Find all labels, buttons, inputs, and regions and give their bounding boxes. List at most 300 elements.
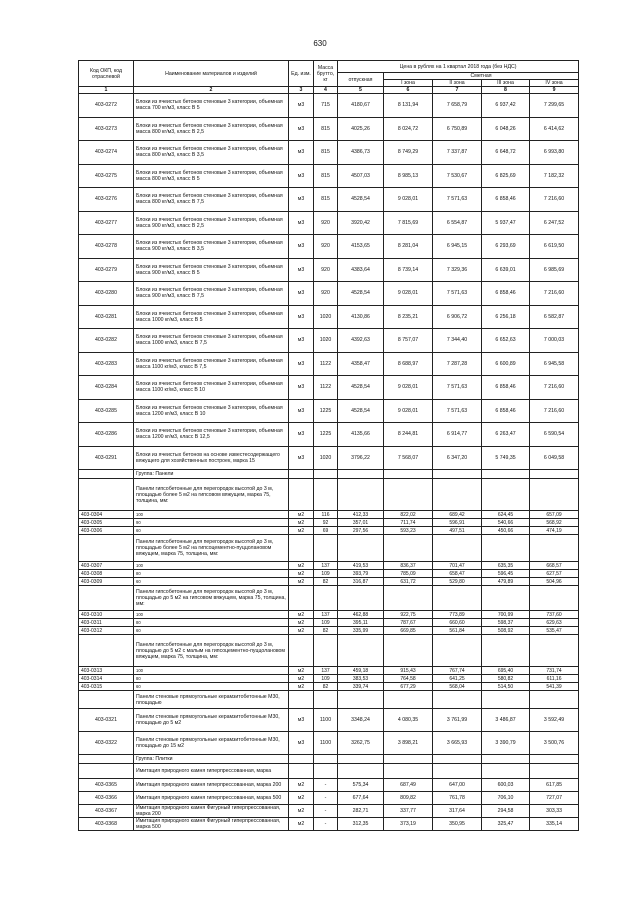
empty-cell [384, 470, 433, 479]
item-unit: м2 [289, 792, 314, 805]
item-name: 80 [134, 675, 289, 683]
empty-cell [79, 764, 134, 779]
table-row [79, 732, 579, 755]
price-release: 335,99 [338, 627, 384, 635]
item-name: Блоки из ячеистых бетонов стеновые 3 категории, объемная масса 900 кг/м3, класс В 7,5 [134, 282, 289, 306]
price-zone2: 773,89 [433, 611, 482, 619]
price-zone3: 6 858,46 [482, 399, 530, 423]
empty-cell [338, 691, 384, 709]
col-number: 7 [433, 87, 482, 94]
price-zone4: 568,92 [530, 519, 579, 527]
price-zone4: 7 299,65 [530, 94, 579, 118]
price-zone1: 593,23 [384, 527, 433, 535]
item-code: 403-0368 [79, 818, 134, 831]
table-row [79, 683, 579, 691]
table-row [79, 667, 579, 675]
price-zone1: 9 028,01 [384, 376, 433, 400]
price-zone1: 7 815,69 [384, 211, 433, 235]
price-zone2: 317,64 [433, 805, 482, 818]
item-name: Блоки из ячеистых бетонов стеновые 3 категории, объемная масса 900 кг/м3, класс В 5 [134, 258, 289, 282]
table-row [79, 562, 579, 570]
item-mass: - [314, 779, 338, 792]
header-zone3: III зона [482, 80, 530, 87]
price-release: 4358,47 [338, 352, 384, 376]
price-zone4: 3 500,76 [530, 732, 579, 755]
item-name: Блоки из ячеистых бетонов стеновые 3 категории, объемная масса 1000 кг/м3, класс В 7,5 [134, 329, 289, 353]
table-row [79, 352, 579, 376]
item-unit: м2 [289, 527, 314, 535]
header-price-group: Цена в рублях на 1 квартал 2018 года (без НДС) [338, 61, 579, 73]
item-unit: м3 [289, 399, 314, 423]
price-release: 4153,65 [338, 235, 384, 259]
table-row [79, 282, 579, 306]
item-name: Блоки из ячеистых бетонов стеновые 3 категории, объемная масса 900 кг/м3, класс В 3,5 [134, 235, 289, 259]
empty-cell [289, 691, 314, 709]
empty-cell [433, 586, 482, 611]
price-zone1: 3 898,21 [384, 732, 433, 755]
price-zone2: 7 329,36 [433, 258, 482, 282]
header-name: Наименование материалов и изделий [134, 61, 289, 87]
price-zone1: 922,75 [384, 611, 433, 619]
price-zone4: 668,57 [530, 562, 579, 570]
price-zone2: 3 761,99 [433, 709, 482, 732]
price-zone4: 6 945,58 [530, 352, 579, 376]
item-mass: 82 [314, 578, 338, 586]
price-zone2: 767,74 [433, 667, 482, 675]
price-zone3: 596,45 [482, 570, 530, 578]
price-zone3: 6 639,01 [482, 258, 530, 282]
table-row [79, 446, 579, 470]
price-zone3: 325,47 [482, 818, 530, 831]
item-name: 90 [134, 519, 289, 527]
price-zone3: 294,58 [482, 805, 530, 818]
item-mass: 1122 [314, 376, 338, 400]
item-code: 403-0321 [79, 709, 134, 732]
price-zone2: 6 945,15 [433, 235, 482, 259]
item-name: Панели стеновые прямоугольные керамзитобетонные М30, площадью до 5 м2 [134, 709, 289, 732]
item-unit: м2 [289, 805, 314, 818]
price-zone1: 8 244,81 [384, 423, 433, 447]
price-release: 412,33 [338, 511, 384, 519]
item-mass: 920 [314, 258, 338, 282]
col-number: 5 [338, 87, 384, 94]
item-unit: м3 [289, 282, 314, 306]
header-estimate: Сметная [384, 73, 579, 80]
empty-cell [530, 479, 579, 511]
table-row [79, 399, 579, 423]
item-code: 403-0278 [79, 235, 134, 259]
item-unit: м2 [289, 683, 314, 691]
item-unit: м2 [289, 627, 314, 635]
subgroup-title-row [79, 635, 579, 667]
price-zone2: 658,47 [433, 570, 482, 578]
price-release: 4507,03 [338, 164, 384, 188]
item-name: Блоки из ячеистых бетонов стеновые 3 категории, объемная масса 1100 кг/м3, класс В 7,5 [134, 352, 289, 376]
price-zone2: 660,60 [433, 619, 482, 627]
price-zone3: 3 390,79 [482, 732, 530, 755]
item-unit: м2 [289, 779, 314, 792]
item-name: Блоки из ячеистых бетонов стеновые 3 категории, объемная масса 1200 кг/м3, класс В 10 [134, 399, 289, 423]
item-code: 403-0281 [79, 305, 134, 329]
item-code: 403-0286 [79, 423, 134, 447]
price-zone2: 701,47 [433, 562, 482, 570]
price-release: 419,53 [338, 562, 384, 570]
price-release: 4386,73 [338, 141, 384, 165]
col-number: 9 [530, 87, 579, 94]
price-zone3: 514,50 [482, 683, 530, 691]
item-code: 403-0309 [79, 578, 134, 586]
price-zone4: 6 590,54 [530, 423, 579, 447]
empty-cell [289, 479, 314, 511]
price-zone3: 6 263,47 [482, 423, 530, 447]
item-name: 80 [134, 619, 289, 627]
table-row [79, 258, 579, 282]
item-name: 100 [134, 667, 289, 675]
price-zone3: 6 256,18 [482, 305, 530, 329]
price-zone3: 624,45 [482, 511, 530, 519]
header-unit: Ед. изм. [289, 61, 314, 87]
price-zone2: 6 554,87 [433, 211, 482, 235]
empty-cell [79, 479, 134, 511]
item-unit: м3 [289, 376, 314, 400]
item-unit: м2 [289, 570, 314, 578]
price-zone3: 700,99 [482, 611, 530, 619]
price-release: 282,71 [338, 805, 384, 818]
empty-cell [289, 635, 314, 667]
price-release: 4130,86 [338, 305, 384, 329]
item-code: 403-0274 [79, 141, 134, 165]
price-release: 383,53 [338, 675, 384, 683]
item-unit: м3 [289, 141, 314, 165]
table-row [79, 818, 579, 831]
item-mass: 1020 [314, 329, 338, 353]
header-release: отпускная [338, 73, 384, 87]
price-release: 3348,24 [338, 709, 384, 732]
price-release: 3920,42 [338, 211, 384, 235]
item-name: Панели стеновые прямоугольные керамзитобетонные М30, площадью до 15 м2 [134, 732, 289, 755]
table-row [79, 578, 579, 586]
table-row [79, 627, 579, 635]
price-zone1: 8 749,29 [384, 141, 433, 165]
item-mass: - [314, 792, 338, 805]
price-zone2: 596,91 [433, 519, 482, 527]
item-mass: 815 [314, 188, 338, 212]
price-zone3: 6 858,46 [482, 376, 530, 400]
price-release: 4392,63 [338, 329, 384, 353]
col-number: 1 [79, 87, 134, 94]
col-number: 3 [289, 87, 314, 94]
subgroup-title: Имитация природного камня гиперпрессованная, марка [134, 764, 289, 779]
empty-cell [433, 535, 482, 562]
empty-cell [314, 479, 338, 511]
price-release: 4528,54 [338, 282, 384, 306]
item-mass: 1225 [314, 423, 338, 447]
empty-cell [482, 764, 530, 779]
empty-cell [314, 764, 338, 779]
item-mass: 137 [314, 611, 338, 619]
price-release: 4135,66 [338, 423, 384, 447]
empty-cell [482, 470, 530, 479]
table-row [79, 619, 579, 627]
price-zone1: 809,82 [384, 792, 433, 805]
price-zone1: 8 757,07 [384, 329, 433, 353]
item-code: 403-0307 [79, 562, 134, 570]
empty-cell [289, 586, 314, 611]
item-code: 403-0282 [79, 329, 134, 353]
price-zone2: 689,42 [433, 511, 482, 519]
price-zone2: 6 750,89 [433, 117, 482, 141]
empty-cell [530, 535, 579, 562]
price-zone1: 915,43 [384, 667, 433, 675]
table-row [79, 235, 579, 259]
price-zone1: 785,09 [384, 570, 433, 578]
price-release: 4180,67 [338, 94, 384, 118]
item-unit: м2 [289, 667, 314, 675]
item-mass: 109 [314, 570, 338, 578]
item-unit: м3 [289, 329, 314, 353]
price-release: 4528,54 [338, 399, 384, 423]
price-zone4: 3 592,49 [530, 709, 579, 732]
item-code: 403-0367 [79, 805, 134, 818]
group-title: Группа: Панели [134, 470, 289, 479]
price-zone1: 787,67 [384, 619, 433, 627]
price-zone4: 6 985,69 [530, 258, 579, 282]
price-zone1: 8 235,21 [384, 305, 433, 329]
price-zone1: 9 028,01 [384, 399, 433, 423]
table-row [79, 675, 579, 683]
price-zone2: 350,95 [433, 818, 482, 831]
table-row [79, 94, 579, 118]
price-zone3: 635,35 [482, 562, 530, 570]
price-release: 4383,64 [338, 258, 384, 282]
item-mass: 715 [314, 94, 338, 118]
table-row [79, 141, 579, 165]
item-unit: м2 [289, 511, 314, 519]
price-zone1: 373,19 [384, 818, 433, 831]
price-zone2: 497,51 [433, 527, 482, 535]
price-zone2: 6 906,72 [433, 305, 482, 329]
empty-cell [79, 586, 134, 611]
price-zone1: 9 028,01 [384, 188, 433, 212]
price-zone4: 611,16 [530, 675, 579, 683]
price-zone4: 7 216,60 [530, 376, 579, 400]
item-unit: м2 [289, 818, 314, 831]
price-zone3: 6 648,72 [482, 141, 530, 165]
price-zone4: 7 216,60 [530, 188, 579, 212]
price-zone1: 4 080,35 [384, 709, 433, 732]
subgroup-title-row [79, 586, 579, 611]
empty-cell [79, 691, 134, 709]
item-mass: 1020 [314, 305, 338, 329]
group-title: Группа: Плитки [134, 755, 289, 764]
price-zone2: 561,84 [433, 627, 482, 635]
item-mass: 82 [314, 627, 338, 635]
item-code: 403-0277 [79, 211, 134, 235]
item-unit: м3 [289, 352, 314, 376]
table-row [79, 511, 579, 519]
price-zone2: 6 347,20 [433, 446, 482, 470]
empty-cell [338, 635, 384, 667]
price-zone2: 568,04 [433, 683, 482, 691]
empty-cell [384, 535, 433, 562]
price-zone4: 541,39 [530, 683, 579, 691]
item-name: Блоки из ячеистых бетонов стеновые 3 категории, объемная масса 800 кг/м3, класс В 5 [134, 164, 289, 188]
price-zone2: 7 571,63 [433, 399, 482, 423]
price-zone1: 669,85 [384, 627, 433, 635]
empty-cell [79, 635, 134, 667]
col-number: 6 [384, 87, 433, 94]
empty-cell [433, 635, 482, 667]
item-mass: 920 [314, 282, 338, 306]
item-code: 403-0315 [79, 683, 134, 691]
table-row [79, 570, 579, 578]
price-zone4: 727,07 [530, 792, 579, 805]
price-zone2: 7 571,63 [433, 376, 482, 400]
empty-cell [384, 691, 433, 709]
empty-cell [482, 755, 530, 764]
item-code: 403-0311 [79, 619, 134, 627]
price-release: 4528,54 [338, 376, 384, 400]
item-unit: м3 [289, 305, 314, 329]
price-zone3: 695,40 [482, 667, 530, 675]
group-title-row [79, 470, 579, 479]
price-zone2: 7 530,67 [433, 164, 482, 188]
table-row [79, 164, 579, 188]
price-zone3: 706,10 [482, 792, 530, 805]
price-zone4: 7 216,60 [530, 282, 579, 306]
item-unit: м3 [289, 732, 314, 755]
item-unit: м2 [289, 611, 314, 619]
table-row [79, 805, 579, 818]
item-code: 403-0272 [79, 94, 134, 118]
item-mass: 109 [314, 619, 338, 627]
price-zone3: 6 858,46 [482, 188, 530, 212]
table-row [79, 329, 579, 353]
price-zone2: 641,25 [433, 675, 482, 683]
price-zone4: 335,14 [530, 818, 579, 831]
price-zone2: 7 571,63 [433, 282, 482, 306]
item-unit: м3 [289, 258, 314, 282]
price-zone3: 450,66 [482, 527, 530, 535]
empty-cell [482, 586, 530, 611]
item-name: Блоки из ячеистых бетонов стеновые 3 категории, объемная масса 800 кг/м3, класс В 2,5 [134, 117, 289, 141]
price-release: 677,64 [338, 792, 384, 805]
item-unit: м3 [289, 446, 314, 470]
empty-cell [433, 479, 482, 511]
table-row [79, 117, 579, 141]
col-number: 4 [314, 87, 338, 94]
price-zone2: 7 658,79 [433, 94, 482, 118]
price-zone1: 8 739,14 [384, 258, 433, 282]
item-mass: 1020 [314, 446, 338, 470]
item-mass: 69 [314, 527, 338, 535]
price-zone1: 822,02 [384, 511, 433, 519]
price-zone1: 687,49 [384, 779, 433, 792]
item-mass: 1100 [314, 732, 338, 755]
item-name: 60 [134, 578, 289, 586]
price-zone1: 7 568,07 [384, 446, 433, 470]
price-release: 3262,75 [338, 732, 384, 755]
item-name: Блоки из ячеистых бетонов стеновые 3 категории, объемная масса 1000 кг/м3, класс В 5 [134, 305, 289, 329]
price-zone3: 5 749,35 [482, 446, 530, 470]
item-mass: 920 [314, 211, 338, 235]
item-name: 100 [134, 511, 289, 519]
item-name: 60 [134, 627, 289, 635]
item-name: Блоки из ячеистых бетонов стеновые 3 категории, объемная масса 800 кг/м3, класс В 3,5 [134, 141, 289, 165]
item-name: Имитация природного камня Фигурный гиперпрессованная, марка 200 [134, 805, 289, 818]
price-zone3: 6 048,26 [482, 117, 530, 141]
table-row [79, 188, 579, 212]
item-mass: 1100 [314, 709, 338, 732]
price-zone3: 479,89 [482, 578, 530, 586]
item-mass: 1225 [314, 399, 338, 423]
price-zone4: 6 582,87 [530, 305, 579, 329]
item-name: 100 [134, 562, 289, 570]
empty-cell [530, 755, 579, 764]
item-code: 403-0314 [79, 675, 134, 683]
item-mass: 137 [314, 562, 338, 570]
price-zone4: 303,33 [530, 805, 579, 818]
item-name: Блоки из ячеистых бетонов стеновые 3 категории, объемная масса 800 кг/м3, класс В 7,5 [134, 188, 289, 212]
item-code: 403-0275 [79, 164, 134, 188]
price-release: 393,79 [338, 570, 384, 578]
item-mass: 815 [314, 141, 338, 165]
price-zone3: 580,82 [482, 675, 530, 683]
price-zone3: 6 600,89 [482, 352, 530, 376]
item-unit: м2 [289, 562, 314, 570]
subgroup-title: Панели стеновые прямоугольные керамзитобетонные М30, площадью [134, 691, 289, 709]
subgroup-title: Панели гипсобетонные для перегородок высотой до 3 м, площадью до 5 м2 на гипсовом вяжущем, марка 75, толщина, мм: [134, 586, 289, 611]
empty-cell [482, 535, 530, 562]
item-unit: м3 [289, 94, 314, 118]
empty-cell [338, 764, 384, 779]
empty-cell [314, 691, 338, 709]
price-zone4: 629,63 [530, 619, 579, 627]
item-unit: м3 [289, 709, 314, 732]
price-zone2: 7 287,28 [433, 352, 482, 376]
price-zone3: 6 858,46 [482, 282, 530, 306]
price-release: 462,88 [338, 611, 384, 619]
header-zone2: II зона [433, 80, 482, 87]
table-row [79, 376, 579, 400]
table-row [79, 779, 579, 792]
item-code: 403-0365 [79, 779, 134, 792]
price-zone2: 7 571,63 [433, 188, 482, 212]
price-zone2: 647,00 [433, 779, 482, 792]
price-zone1: 8 024,72 [384, 117, 433, 141]
item-name: Блоки из ячеистых бетонов стеновые 3 категории, объемная масса 700 кг/м3, класс В 5 [134, 94, 289, 118]
empty-cell [384, 586, 433, 611]
item-mass: 92 [314, 519, 338, 527]
price-zone2: 3 665,93 [433, 732, 482, 755]
item-mass: - [314, 805, 338, 818]
empty-cell [433, 755, 482, 764]
price-release: 395,11 [338, 619, 384, 627]
empty-cell [314, 755, 338, 764]
price-release: 459,18 [338, 667, 384, 675]
subgroup-title: Панели гипсобетонные для перегородок высотой до 3 м, площадью более 5 м2 на гипсовом вяжущем, марка 75, толщина, мм: [134, 479, 289, 511]
header-code: Код ОКП, код отраслевой [79, 61, 134, 87]
empty-cell [384, 755, 433, 764]
item-code: 403-0273 [79, 117, 134, 141]
item-unit: м2 [289, 619, 314, 627]
page-number: 630 [313, 39, 327, 48]
table-row [79, 527, 579, 535]
price-zone3: 600,03 [482, 779, 530, 792]
subgroup-title: Панели гипсобетонные для перегородок высотой до 3 м, площадью более 5 м2 на гипсоцементно-пуццолановом вяжущем, марка 75, толщина, мм: [134, 535, 289, 562]
price-zone4: 6 993,80 [530, 141, 579, 165]
empty-cell [530, 586, 579, 611]
